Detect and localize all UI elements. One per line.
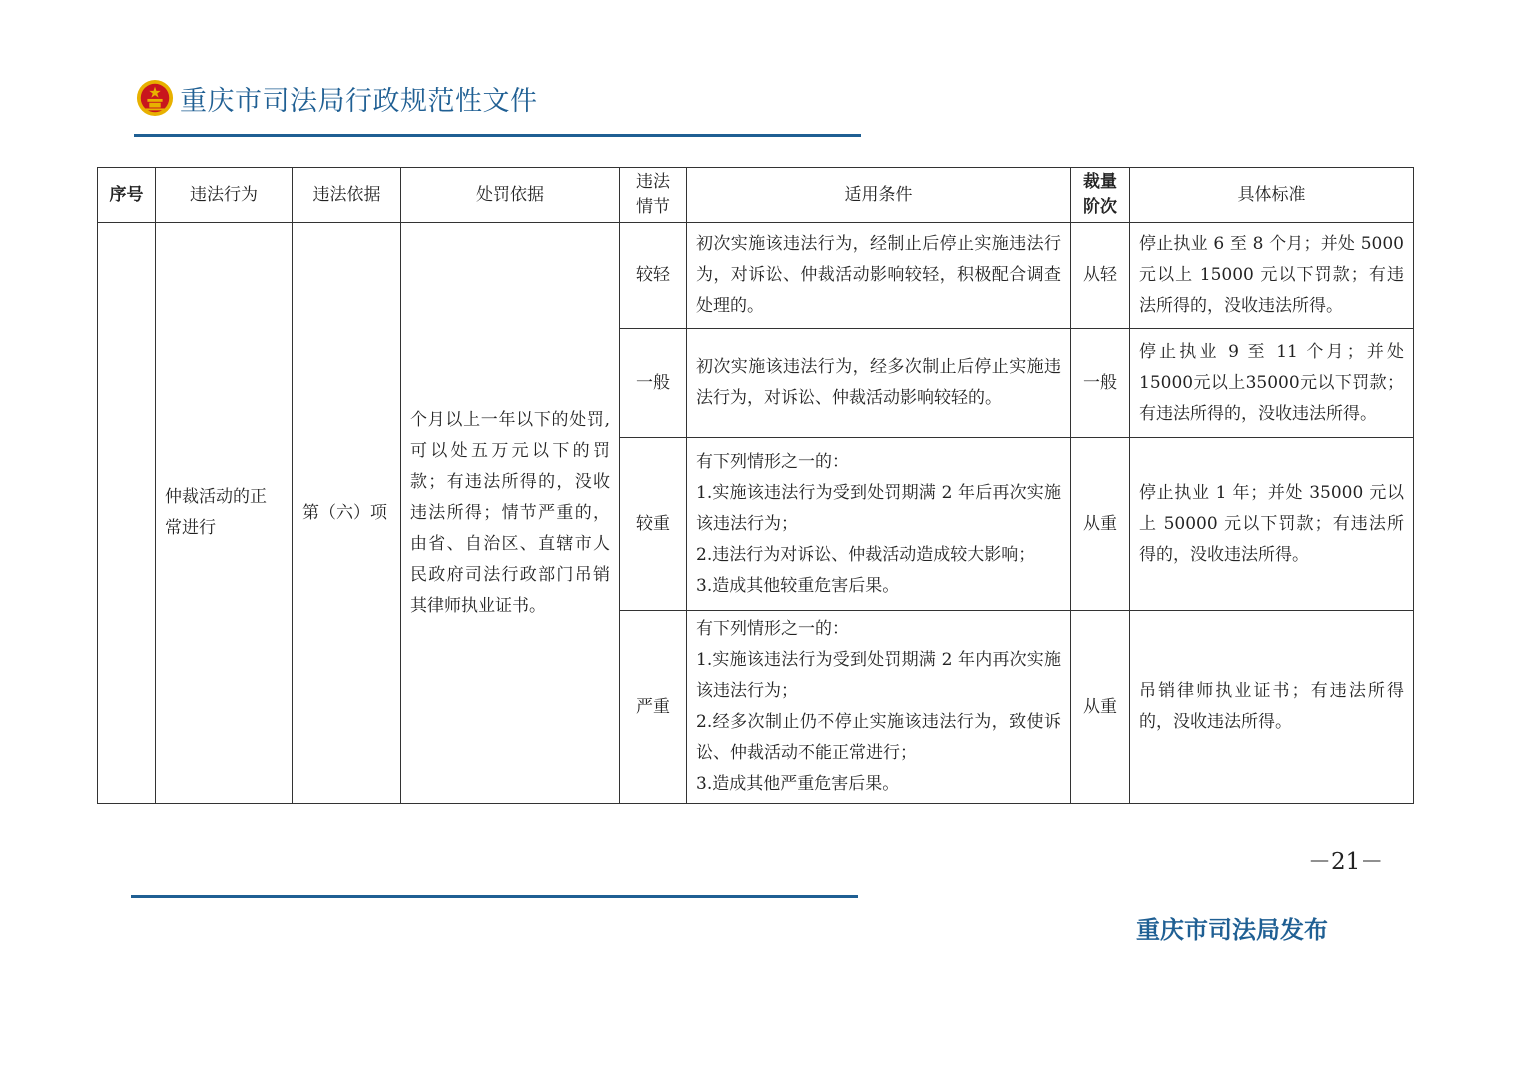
condition-line: 初次实施该违法行为，经多次制止后停止实施违法行为，对诉讼、仲裁活动影响较轻的。: [696, 357, 1061, 408]
level-cell: 从重: [1071, 611, 1130, 804]
header-title: 重庆市司法局行政规范性文件: [180, 85, 538, 117]
table-row: [98, 223, 1414, 329]
standard-cell: 停止执业 1 年；并处 35000 元以上 50000 元以下罚款；有违法所得的，没收违法所得。: [1130, 438, 1414, 611]
footer-divider: [131, 895, 858, 898]
header-divider: [134, 134, 861, 137]
condition-line: 1.实施该违法行为受到处罚期满 2 年后再次实施该违法行为；: [696, 482, 1061, 534]
condition-line: 3.造成其他严重危害后果。: [696, 774, 900, 794]
standard-cell: 停止执业 9 至 11 个月；并处15000元以上35000元以下罚款；有违法所得的，没收违法所得。: [1130, 329, 1414, 438]
col-header-penalty-basis: 处罚依据: [401, 168, 620, 223]
col-header-violation-basis: 违法依据: [293, 168, 401, 223]
col-header-level: 裁量 阶次: [1071, 168, 1130, 223]
conditions-cell: [687, 329, 1071, 438]
col-header-conditions: 适用条件: [687, 168, 1071, 223]
condition-line: 2.经多次制止仍不停止实施该违法行为，致使诉讼、仲裁活动不能正常进行；: [696, 712, 1061, 763]
circumstance-cell: 严重: [620, 611, 687, 804]
index-cell: [98, 223, 156, 804]
circumstance-cell: 一般: [620, 329, 687, 438]
level-cell: 一般: [1071, 329, 1130, 438]
penalty-basis-cell: 个月以上一年以下的处罚,可以处五万元以下的罚款；有违法所得的，没收违法所得；情节严重的，由省、自治区、直辖市人民政府司法行政部门吊销其律师执业证书。: [401, 223, 620, 804]
circumstance-cell: 较轻: [620, 223, 687, 329]
table-header-row: [98, 168, 1414, 223]
col-header-violation: 违法行为: [156, 168, 293, 223]
col-header-index: 序号: [98, 168, 156, 223]
col-header-circumstance: 违法 情节: [620, 168, 687, 223]
standard-cell: 吊销律师执业证书；有违法所得的，没收违法所得。: [1130, 611, 1414, 804]
conditions-cell: [687, 438, 1071, 611]
conditions-cell: [687, 223, 1071, 329]
national-emblem-icon: [136, 78, 174, 118]
condition-line: 1.实施该违法行为受到处罚期满 2 年内再次实施该违法行为；: [696, 650, 1061, 701]
col-header-standard: 具体标准: [1130, 168, 1414, 223]
condition-line: 3.造成其他较重危害后果。: [696, 575, 900, 596]
violation-basis-cell: 第（六）项: [293, 223, 401, 804]
level-cell: 从轻: [1071, 223, 1130, 329]
conditions-cell: [687, 611, 1071, 804]
page-number: －21－: [1308, 849, 1384, 875]
condition-line: 有下列情形之一的：: [696, 619, 849, 639]
document-header: [136, 78, 538, 118]
violation-cell: 仲裁活动的正常进行: [156, 223, 293, 804]
penalty-discretion-table: [97, 167, 1414, 804]
level-cell: 从重: [1071, 438, 1130, 611]
condition-line: 有下列情形之一的：: [696, 451, 849, 472]
condition-line: 2.违法行为对诉讼、仲裁活动造成较大影响；: [696, 544, 1036, 565]
condition-line: 初次实施该违法行为，经制止后停止实施违法行为，对诉讼、仲裁活动影响较轻，积极配合调查处理的。: [696, 234, 1061, 316]
circumstance-cell: 较重: [620, 438, 687, 611]
standard-cell: 停止执业 6 至 8 个月；并处 5000 元以上 15000 元以下罚款；有违法所得的，没收违法所得。: [1130, 223, 1414, 329]
footer-publisher: 重庆市司法局发布: [1136, 916, 1328, 944]
